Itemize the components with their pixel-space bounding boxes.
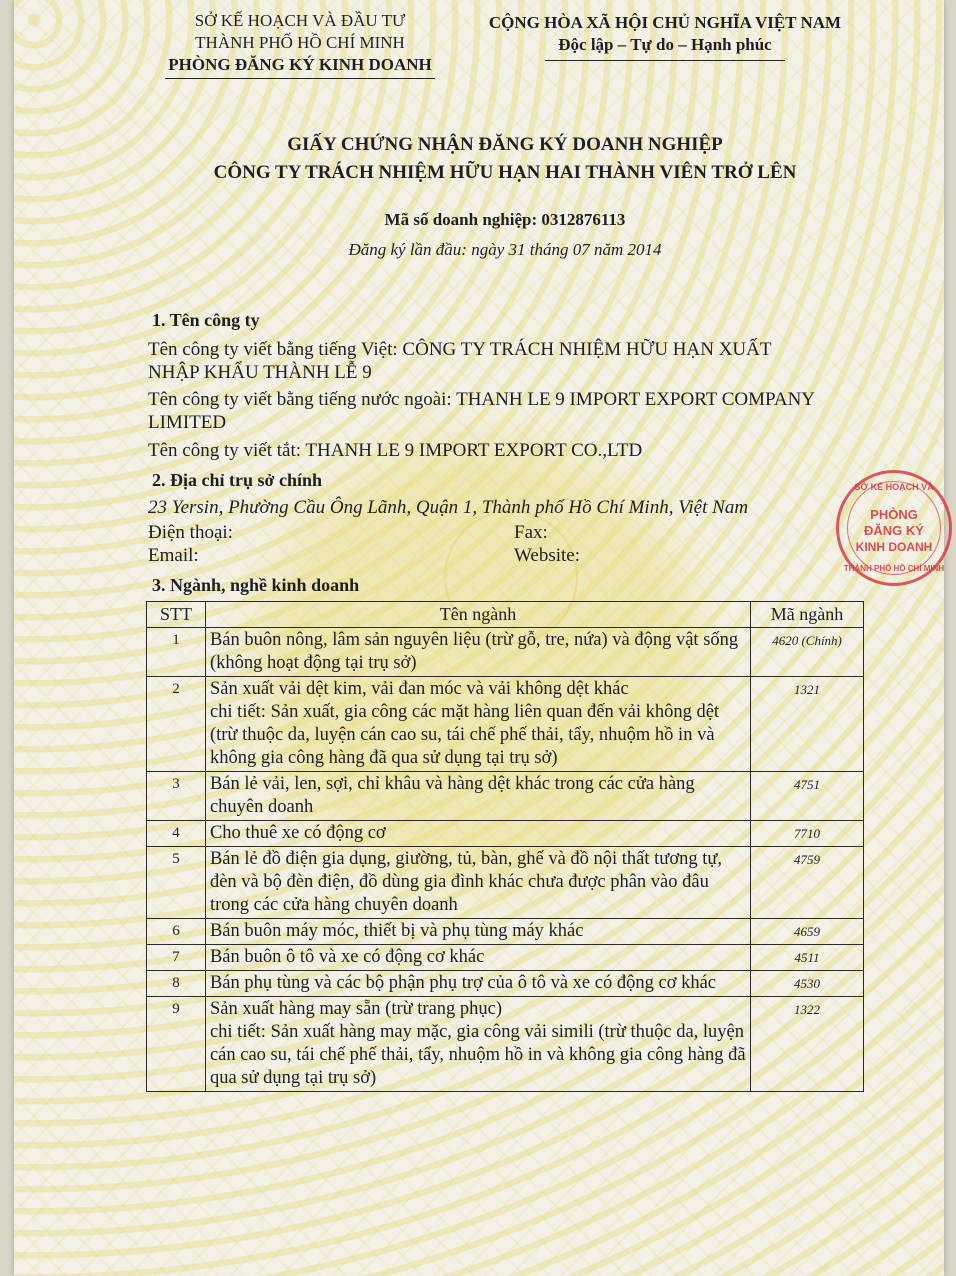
row-stt: 9 [147,997,206,1092]
row-name: Bán buôn ô tô và xe có động cơ khác [205,945,750,971]
table-row [147,919,864,945]
row-stt: 2 [147,677,206,772]
row-code: 4620 (Chính) [751,628,864,677]
section-1-heading: 1. Tên công ty [152,310,260,330]
vn-name-line-1: Tên công ty viết bằng tiếng Việt: CÔNG TY TRÁCH NHIỆM HỮU HẠN XUẤT [148,339,772,360]
stamp-line-1: PHÒNG [870,507,918,522]
motto: Độc lập – Tự do – Hạnh phúc [558,35,772,54]
row-name: Bán buôn máy móc, thiết bị và phụ tùng máy khác [205,919,750,945]
row-code: 4530 [751,971,864,997]
row-stt: 8 [147,971,206,997]
table-header-row [147,602,864,628]
stamp-line-2: ĐĂNG KÝ [864,523,924,538]
national-motto [480,12,850,61]
table-row [147,821,864,847]
foreign-name-line-2: LIMITED [148,412,227,433]
table-row [147,677,864,772]
row-code: 1322 [751,997,864,1092]
registration-date: Đăng ký lần đầu: ngày 31 tháng 07 năm 2014 [348,240,662,259]
row-code: 4751 [751,772,864,821]
col-code: Mã ngành [751,602,864,628]
country-name: CỘNG HÒA XÃ HỘI CHỦ NGHĨA VIỆT NAM [488,13,842,32]
business-lines-table [146,601,864,1092]
row-code: 4659 [751,919,864,945]
address: 23 Yersin, Phường Cầu Ông Lãnh, Quận 1, Thành phố Hồ Chí Minh, Việt Nam [148,497,749,518]
table-row [147,971,864,997]
row-stt: 6 [147,919,206,945]
email-label: Email: [148,545,199,566]
short-name: Tên công ty viết tắt: THANH LE 9 IMPORT EXPORT CO.,LTD [148,440,643,461]
row-stt: 1 [147,628,206,677]
row-stt: 4 [147,821,206,847]
col-name: Tên ngành [205,602,750,628]
row-stt: 7 [147,945,206,971]
row-code: 7710 [751,821,864,847]
row-name: Bán buôn nông, lâm sản nguyên liệu (trừ gỗ, tre, nứa) và động vật sống (không hoạt động tại trụ sở) [205,628,750,677]
authority-underline [165,78,435,79]
stamp-bottom-text: THÀNH PHỐ HỒ CHÍ MINH [843,564,945,573]
company-type: CÔNG TY TRÁCH NHIỆM HỮU HẠN HAI THÀNH VIÊN TRỞ LÊN [213,162,797,183]
row-code: 1321 [751,677,864,772]
row-stt: 5 [147,847,206,919]
motto-underline [545,60,785,61]
authority-line-3: PHÒNG ĐĂNG KÝ KINH DOANH [168,55,432,74]
row-stt: 3 [147,772,206,821]
row-code: 4759 [751,847,864,919]
foreign-name-line-1: Tên công ty viết bằng tiếng nước ngoài: THANH LE 9 IMPORT EXPORT COMPANY [148,389,816,410]
website-label: Website: [514,545,581,566]
table-row [147,628,864,677]
table-row [147,945,864,971]
row-name: Bán lẻ đồ điện gia dụng, giường, tủ, bàn, ghế và đồ nội thất tương tự, đèn và bộ đèn điện, đồ dùng gia đình khác chưa được phân vào đâu trong các cửa hàng chuyên doanh [205,847,750,919]
col-stt: STT [147,602,206,628]
official-stamp [836,470,952,586]
fax-label: Fax: [514,522,548,543]
authority-line-2: THÀNH PHỐ HỒ CHÍ MINH [195,33,405,52]
issuing-authority [150,10,450,79]
table-row [147,997,864,1092]
authority-line-1: SỞ KẾ HOẠCH VÀ ĐẦU TƯ [194,11,406,30]
row-name: Sản xuất hàng may sẵn (trừ trang phục) chi tiết: Sản xuất hàng may mặc, gia công vải simili (trừ thuộc da, luyện cán cao su, tái chế phế thải, tẩy, nhuộm hồ in và không gia công hàng đã qua sử dụng tại trụ sở) [205,997,750,1092]
row-name: Bán phụ tùng và các bộ phận phụ trợ của ô tô và xe có động cơ khác [205,971,750,997]
table-row [147,847,864,919]
stamp-top-text: SỞ KẾ HOẠCH VÀ [854,482,934,492]
row-name: Sản xuất vải dệt kim, vải đan móc và vải không dệt khác chi tiết: Sản xuất, gia công các mặt hàng liên quan đến vải không dệt (trừ thuộc da, luyện cán cao su, tái chế phế thải, tẩy, nhuộm hồ in và không gia công hàng đã qua sử dụng tại trụ sở) [205,677,750,772]
stamp-line-3: KINH DOANH [855,540,933,554]
section-3-heading: 3. Ngành, nghề kinh doanh [152,575,360,595]
certificate-title: GIẤY CHỨNG NHẬN ĐĂNG KÝ DOANH NGHIỆP [287,134,723,155]
row-name: Bán lẻ vải, len, sợi, chỉ khâu và hàng dệt khác trong các cửa hàng chuyên doanh [205,772,750,821]
vn-name-line-2: NHẬP KHẨU THÀNH LỄ 9 [148,362,372,383]
section-2-heading: 2. Địa chỉ trụ sở chính [152,470,322,490]
table-row [147,772,864,821]
row-name: Cho thuê xe có động cơ [205,821,750,847]
tax-code: Mã số doanh nghiệp: 0312876113 [384,210,626,229]
phone-label: Điện thoại: [148,522,233,543]
row-code: 4511 [751,945,864,971]
